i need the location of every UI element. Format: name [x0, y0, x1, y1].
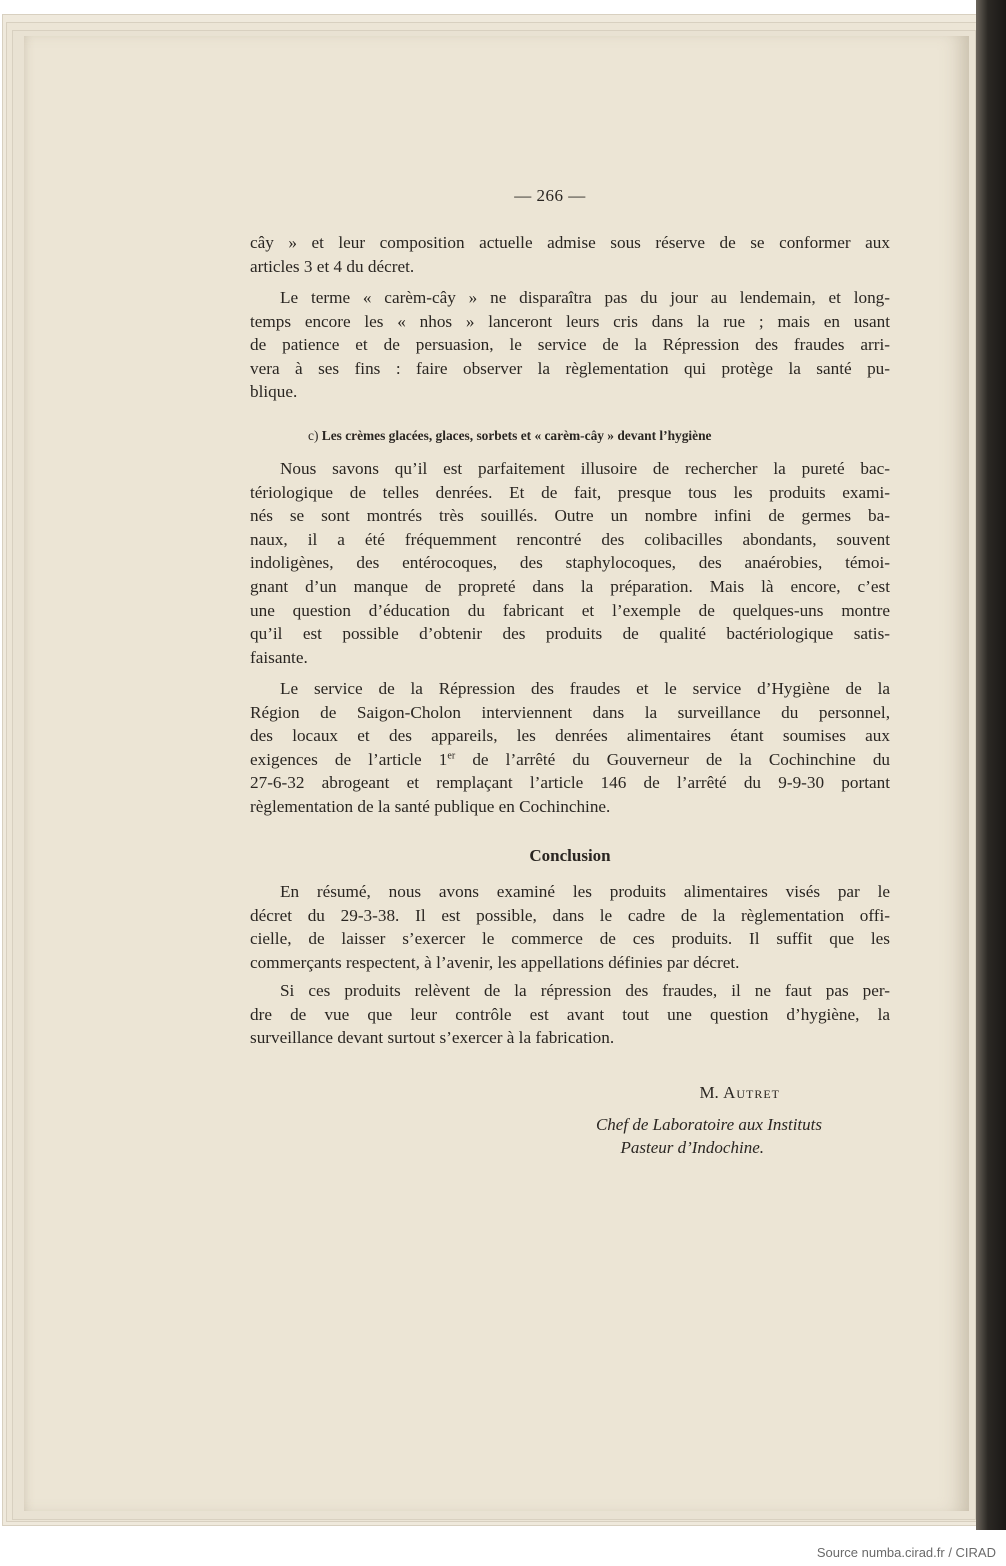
text-line: cây » et leur composition actuelle admise sous réserve de se conformer aux [250, 233, 890, 252]
text-line: des locaux et des appareils, les denrées alimentaires étant soumises aux [250, 726, 890, 746]
text-line: En résumé, nous avons examiné les produits alimentaires visés par le [280, 882, 890, 901]
text-line [250, 748, 890, 772]
text-line: qu’il est possible d’obtenir des produits de qualité bactériologique satis- [250, 624, 890, 644]
text-line: Région de Saigon-Cholon interviennent dans la surveillance du personnel, [250, 702, 890, 722]
superscript: er [447, 750, 456, 762]
paragraph-4 [250, 677, 890, 819]
affiliation-line: Chef de Laboratoire aux Instituts [595, 1115, 822, 1134]
text-line: naux, il a été fréquemment rencontré des colibacilles abondants, souvent [250, 529, 890, 549]
text-line: tériologique de telles denrées. Et de fait, presque tous les produits exami- [250, 482, 890, 502]
subheading-text: Les crèmes glacées, glaces, sorbets et « carèm-cây » devant l’hygiène [321, 428, 712, 443]
text-line: commerçants respectent, à l’avenir, les appellations définies par décret. [250, 952, 740, 972]
text-line: gnant d’un manque de propreté dans la préparation. Mais là encore, c’est [250, 576, 890, 596]
text-fragment: exigences de l’article 1 [250, 749, 448, 769]
paragraph-1 [250, 231, 890, 278]
book-binding-shadow [976, 0, 1006, 1530]
text-line: articles 3 et 4 du décret. [250, 256, 415, 276]
paragraph-2 [250, 286, 890, 404]
conclusion-heading: Conclusion [529, 846, 611, 865]
text-line: Nous savons qu’il est parfaitement illusoire de rechercher la pureté bac- [280, 459, 890, 478]
text-line: 27-6-32 abrogeant et remplaçant l’article 146 de l’arrêté du 9-9-30 portant [250, 773, 890, 793]
text-line: Le terme « carèm-cây » ne disparaîtra pas du jour au lendemain, et long- [280, 288, 890, 307]
text-line: Le service de la Répression des fraudes et le service d’Hygiène de la [280, 679, 890, 698]
text-line: de patience et de persuasion, le service de la Répression des fraudes arri- [250, 335, 890, 355]
text-line: règlementation de la santé publique en Cochinchine. [250, 796, 611, 816]
author-initial: M. [699, 1083, 719, 1102]
author-affiliation [500, 1113, 822, 1159]
text-line: cielle, de laisser s’exercer le commerce de ces produits. Il suffit que les [250, 929, 890, 949]
text-line: décret du 29-3-38. Il est possible, dans le cadre de la règlementation offi- [250, 905, 890, 925]
author-name [560, 1083, 780, 1103]
affiliation-line: Pasteur d’Indochine. [620, 1138, 764, 1157]
section-subheading [308, 428, 848, 444]
paragraph-5 [250, 880, 890, 974]
text-line: vera à ses fins : faire observer la règlementation qui protège la santé pu- [250, 358, 890, 378]
paragraph-3 [250, 457, 890, 669]
paragraph-6 [250, 979, 890, 1050]
text-fragment: de l’arrêté du Gouverneur de la Cochinchine du [472, 749, 891, 769]
text-line: surveillance devant surtout s’exercer à la fabrication. [250, 1028, 615, 1048]
text-line: faisante. [250, 647, 308, 667]
text-line: blique. [250, 382, 298, 402]
subheading-label: c) [308, 428, 319, 443]
text-line: Si ces produits relèvent de la répression des fraudes, il ne faut pas per- [280, 981, 890, 1000]
page-number: — 266 — [514, 186, 586, 205]
source-credit: Source numba.cirad.fr / CIRAD [816, 1545, 996, 1560]
text-line: une question d’éducation du fabricant et l’exemple de quelques-uns montre [250, 600, 890, 620]
text-line: dre de vue que leur contrôle est avant tout une question d’hygiène, la [250, 1004, 890, 1024]
text-line: indoligènes, des entérocoques, des staphylocoques, des anaérobies, témoi- [250, 553, 890, 573]
text-line: nés se sont montrés très souillés. Outre un nombre infini de germes ba- [250, 506, 890, 526]
text-line: temps encore les « nhos » lanceront leurs cris dans la rue ; mais en usant [250, 311, 890, 331]
author-surname: Autret [723, 1083, 780, 1102]
